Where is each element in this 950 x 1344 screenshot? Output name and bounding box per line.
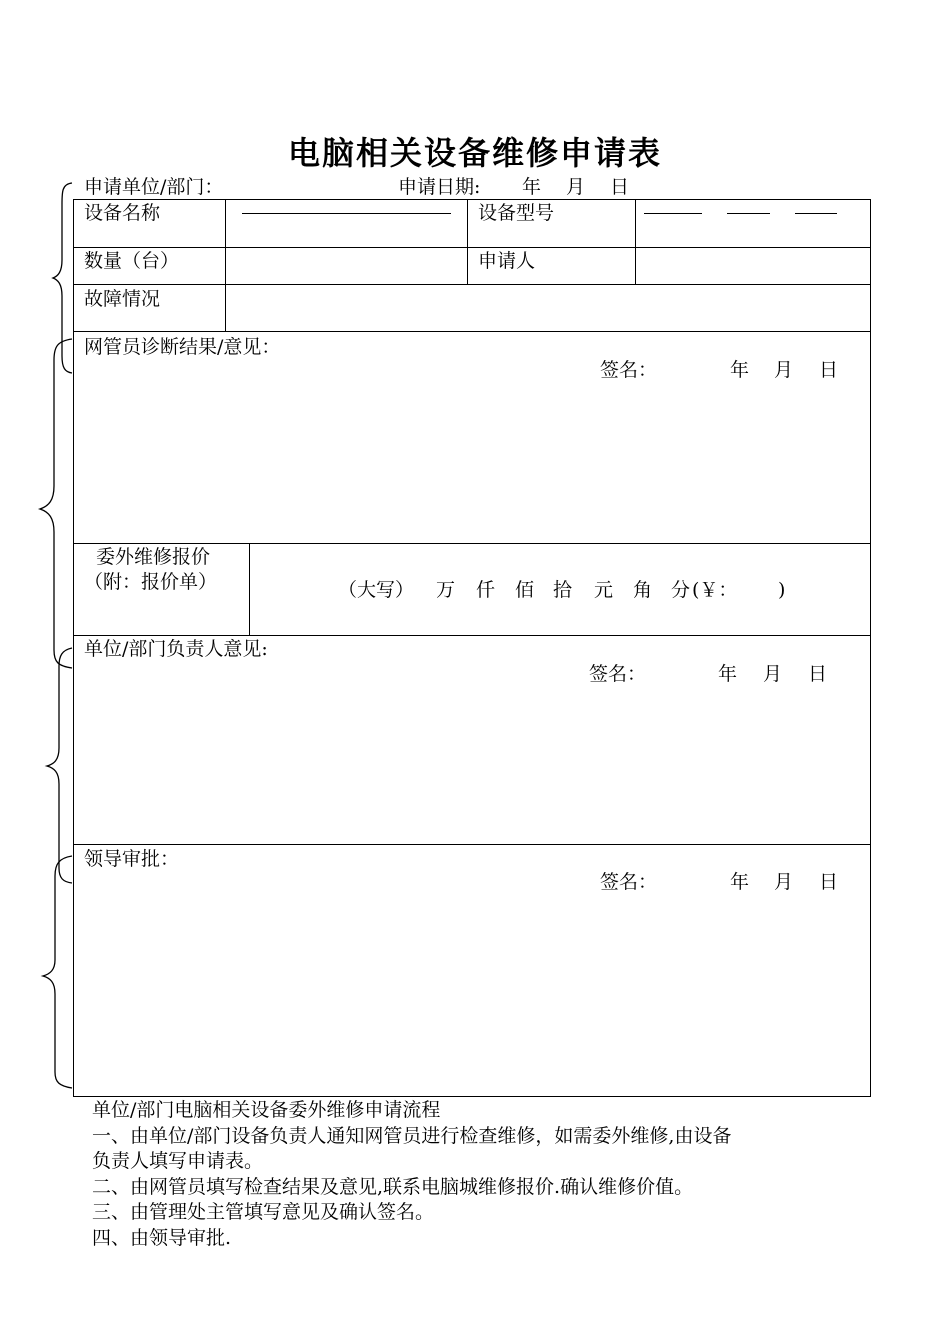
- date-day: 日: [610, 176, 630, 198]
- admin-sign-label: 签名：: [600, 359, 658, 381]
- process-line-5: 四、由领导审批.: [92, 1226, 232, 1249]
- dept-opinion-label: 单位/部门负责人意见:: [84, 638, 268, 660]
- process-notes: [92, 1098, 731, 1251]
- currency-label: (￥：: [692, 579, 738, 601]
- admin-sign-year: 年: [730, 359, 750, 381]
- date-year: 年: [522, 176, 542, 198]
- form-title: 电脑相关设备维修申请表: [287, 134, 662, 172]
- unit-fen: 分: [671, 579, 691, 601]
- brace-3: [47, 648, 72, 883]
- process-heading: 单位/部门电脑相关设备委外维修申请流程: [92, 1099, 441, 1121]
- dept-sign-day: 日: [808, 663, 828, 685]
- unit-shi: 拾: [553, 579, 573, 601]
- unit-label: 申请单位/部门：: [84, 176, 224, 198]
- applicant-label: 申请人: [478, 250, 536, 272]
- date-label: 申请日期:: [398, 176, 481, 198]
- admin-sign-day: 日: [819, 359, 839, 381]
- process-line-1: 一、由单位/部门设备负责人通知网管员进行检查维修，如需委外维修,由设备: [92, 1124, 732, 1147]
- brace-2: [40, 339, 72, 668]
- leader-sign-year: 年: [730, 871, 750, 893]
- leader-sign-label: 签名：: [600, 871, 658, 893]
- leader-sign-month: 月: [774, 871, 794, 893]
- unit-jiao: 角: [633, 579, 653, 601]
- amount-prefix: （大写）: [338, 579, 415, 601]
- device-name-label: 设备名称: [84, 202, 161, 224]
- leader-sign-day: 日: [819, 871, 839, 893]
- unit-bai: 佰: [515, 579, 535, 601]
- process-line-4: 三、由管理处主管填写意见及确认签名。: [92, 1201, 435, 1223]
- unit-qian: 仟: [476, 579, 496, 601]
- dept-sign-label: 签名：: [589, 663, 647, 685]
- dept-sign-month: 月: [763, 663, 783, 685]
- admin-sign-month: 月: [774, 359, 794, 381]
- unit-wan: 万: [436, 579, 456, 601]
- process-line-2: 负责人填写申请表。: [92, 1150, 264, 1172]
- brace-4: [43, 856, 72, 1088]
- device-model-label: 设备型号: [478, 202, 555, 224]
- process-line-3: 二、由网管员填写检查结果及意见,联系电脑城维修报价.确认维修价值。: [92, 1175, 694, 1198]
- quote-label-2: （附：报价单）: [84, 571, 218, 593]
- currency-close: ): [778, 579, 786, 601]
- date-month: 月: [566, 176, 586, 198]
- brace-1: [53, 183, 72, 373]
- admin-opinion-label: 网管员诊断结果/意见：: [84, 336, 281, 358]
- fault-label: 故障情况: [84, 288, 161, 310]
- unit-yuan: 元: [594, 579, 614, 601]
- dept-sign-year: 年: [718, 663, 738, 685]
- leader-approval-label: 领导审批：: [84, 848, 180, 870]
- quote-label-1: 委外维修报价: [96, 546, 211, 568]
- quantity-label: 数量（台）: [84, 250, 180, 272]
